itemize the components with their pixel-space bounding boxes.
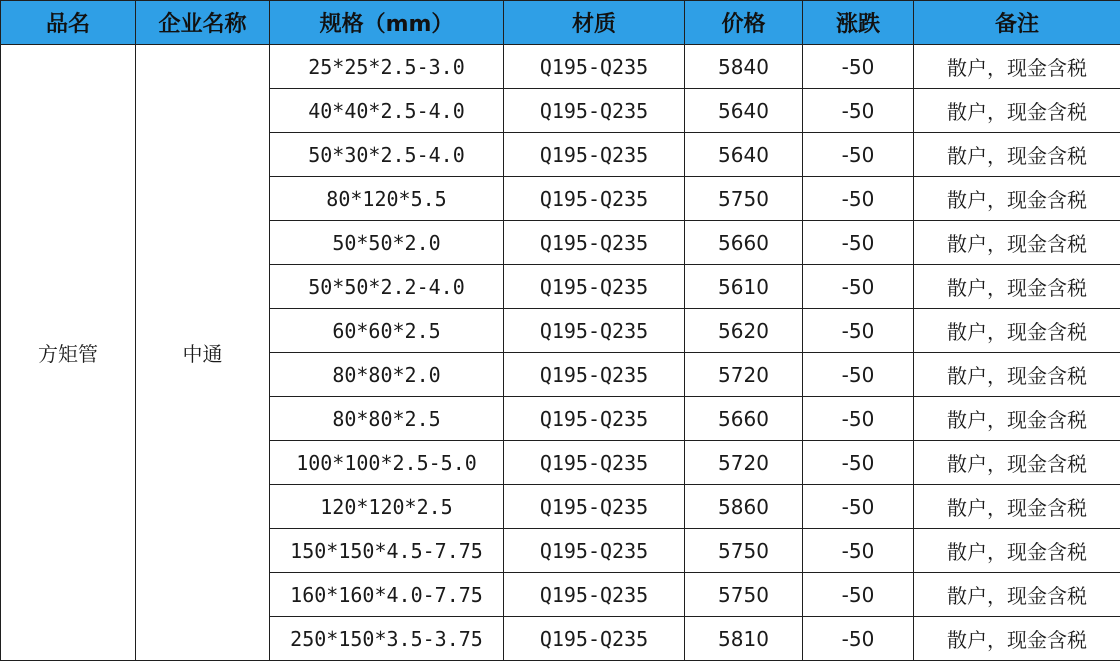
change-cell: -50 [803,309,914,353]
price-cell: 5810 [685,617,803,661]
price-cell: 5750 [685,573,803,617]
remark-cell: 散户，现金含税 [914,441,1120,485]
price-cell: 5720 [685,441,803,485]
change-cell: -50 [803,353,914,397]
change-cell: -50 [803,133,914,177]
spec-cell: 100*100*2.5-5.0 [270,441,504,485]
material-cell: Q195-Q235 [504,221,685,265]
spec-cell: 50*50*2.2-4.0 [270,265,504,309]
remark-cell: 散户，现金含税 [914,573,1120,617]
company-name-cell: 中通 [136,45,270,661]
spec-cell: 50*50*2.0 [270,221,504,265]
spec-cell: 160*160*4.0-7.75 [270,573,504,617]
remark-cell: 散户，现金含税 [914,45,1120,89]
header-row [1,1,1120,45]
spec-cell: 25*25*2.5-3.0 [270,45,504,89]
spec-cell: 50*30*2.5-4.0 [270,133,504,177]
material-cell: Q195-Q235 [504,485,685,529]
change-cell: -50 [803,45,914,89]
price-cell: 5620 [685,309,803,353]
material-cell: Q195-Q235 [504,617,685,661]
price-cell: 5610 [685,265,803,309]
material-cell: Q195-Q235 [504,441,685,485]
spec-cell: 250*150*3.5-3.75 [270,617,504,661]
spec-cell: 120*120*2.5 [270,485,504,529]
material-cell: Q195-Q235 [504,89,685,133]
change-cell: -50 [803,441,914,485]
remark-cell: 散户，现金含税 [914,177,1120,221]
price-cell: 5750 [685,177,803,221]
material-cell: Q195-Q235 [504,177,685,221]
header-spec: 规格（mm） [270,1,504,45]
remark-cell: 散户，现金含税 [914,485,1120,529]
table-body [1,45,1120,661]
header-name: 品名 [1,1,136,45]
spec-cell: 80*120*5.5 [270,177,504,221]
change-cell: -50 [803,89,914,133]
change-cell: -50 [803,221,914,265]
price-cell: 5640 [685,89,803,133]
remark-cell: 散户，现金含税 [914,617,1120,661]
header-price: 价格 [685,1,803,45]
material-cell: Q195-Q235 [504,529,685,573]
change-cell: -50 [803,617,914,661]
material-cell: Q195-Q235 [504,265,685,309]
material-cell: Q195-Q235 [504,353,685,397]
material-cell: Q195-Q235 [504,397,685,441]
header-material: 材质 [504,1,685,45]
remark-cell: 散户，现金含税 [914,265,1120,309]
header-remark: 备注 [914,1,1120,45]
remark-cell: 散户，现金含税 [914,89,1120,133]
material-cell: Q195-Q235 [504,133,685,177]
change-cell: -50 [803,177,914,221]
material-cell: Q195-Q235 [504,573,685,617]
remark-cell: 散户，现金含税 [914,353,1120,397]
header-company: 企业名称 [136,1,270,45]
spec-cell: 40*40*2.5-4.0 [270,89,504,133]
remark-cell: 散户，现金含税 [914,397,1120,441]
price-cell: 5660 [685,221,803,265]
material-cell: Q195-Q235 [504,45,685,89]
spec-cell: 80*80*2.5 [270,397,504,441]
table-row [1,45,1120,89]
price-cell: 5640 [685,133,803,177]
change-cell: -50 [803,529,914,573]
change-cell: -50 [803,485,914,529]
price-cell: 5860 [685,485,803,529]
change-cell: -50 [803,265,914,309]
price-cell: 5720 [685,353,803,397]
spec-cell: 60*60*2.5 [270,309,504,353]
price-cell: 5840 [685,45,803,89]
price-cell: 5750 [685,529,803,573]
remark-cell: 散户，现金含税 [914,309,1120,353]
material-cell: Q195-Q235 [504,309,685,353]
product-name-cell: 方矩管 [1,45,136,661]
price-cell: 5660 [685,397,803,441]
spec-cell: 150*150*4.5-7.75 [270,529,504,573]
remark-cell: 散户，现金含税 [914,529,1120,573]
spec-cell: 80*80*2.0 [270,353,504,397]
remark-cell: 散户，现金含税 [914,221,1120,265]
change-cell: -50 [803,397,914,441]
remark-cell: 散户，现金含税 [914,133,1120,177]
header-change: 涨跌 [803,1,914,45]
change-cell: -50 [803,573,914,617]
